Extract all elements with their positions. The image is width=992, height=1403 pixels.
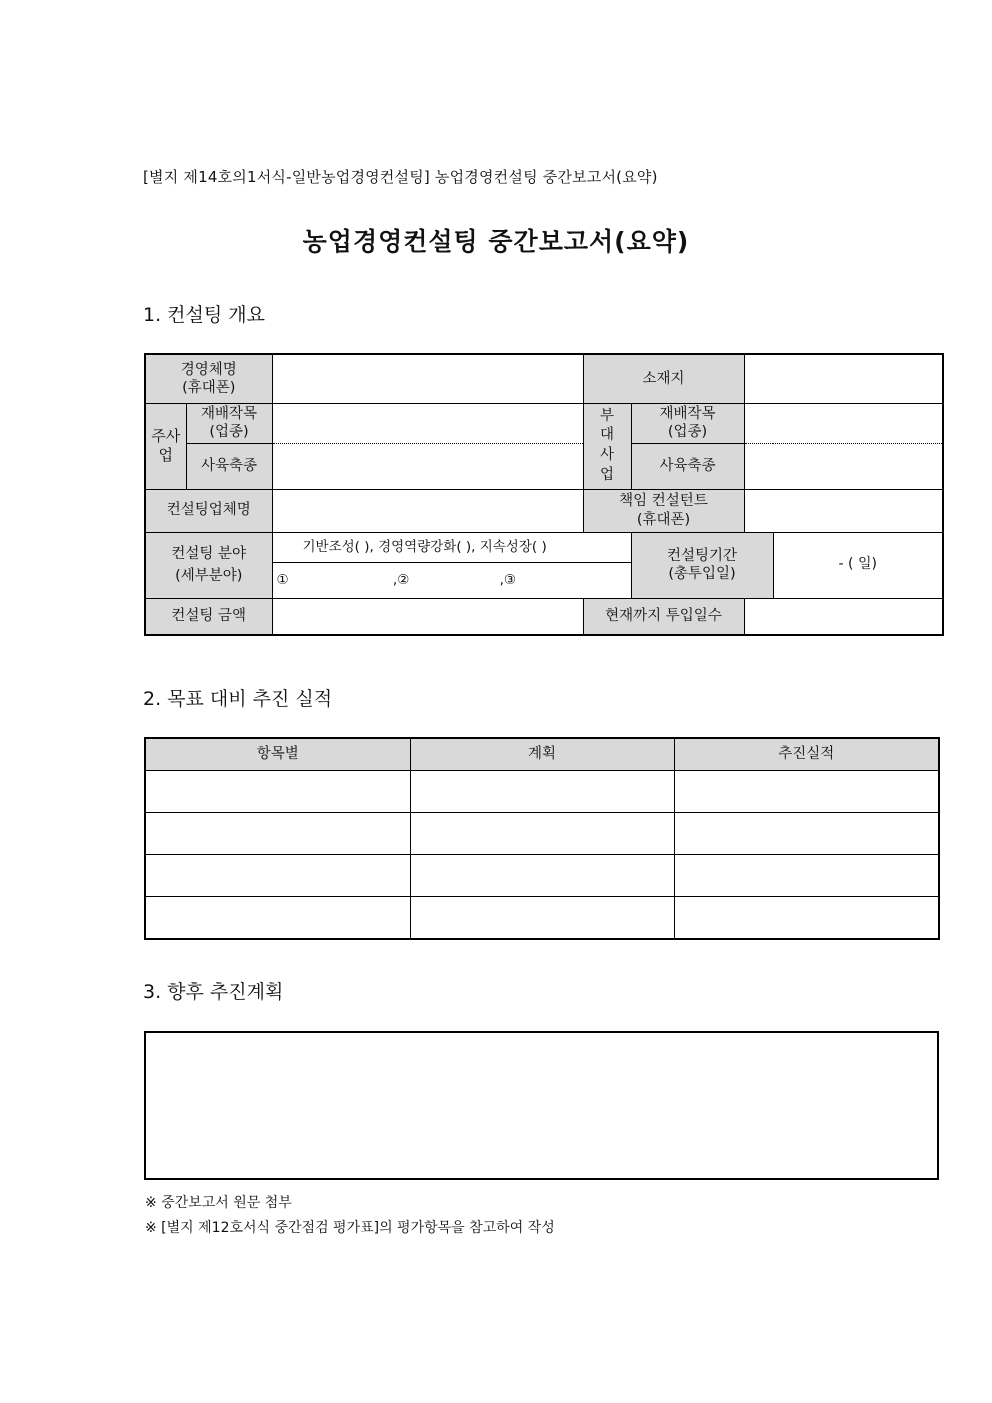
consulting-company-label: 컨설팅업체명 [145,489,272,532]
note-evaluation-reference: ※ [별지 제12호서식 중간점검 평가표]의 평가항목을 참고하여 작성 [145,1220,555,1236]
table-cell[interactable] [145,813,410,855]
business-name-label: 경영체명 (휴대폰) [145,354,272,403]
section3-heading: 3. 향후 추진계획 [143,981,284,1003]
document-title: 농업경영컨설팅 중간보고서(요약) [302,227,690,256]
main-livestock-label: 사육축종 [186,443,272,489]
main-business-label: 주사업 [145,403,186,489]
sub-field-number-2: ② [397,571,410,588]
consulting-amount-field[interactable] [272,598,583,635]
table-cell[interactable] [674,855,939,897]
column-header-result: 추진실적 [674,738,939,771]
side-livestock-field[interactable] [744,443,943,489]
sub-field-number-1: ① [276,571,289,588]
main-crop-item-label: 재배작목 (업종) [186,403,272,443]
business-name-field[interactable] [272,354,583,403]
consulting-period-label: 컨설팅기간 (총투입일) [631,532,773,598]
future-plan-box[interactable] [144,1031,939,1180]
sub-field-entries[interactable]: ① ,② ,③ [272,562,631,598]
table-cell[interactable] [145,855,410,897]
table-cell[interactable] [410,771,674,813]
consulting-period-field[interactable]: - ( 일) [773,532,943,598]
table-cell[interactable] [145,897,410,940]
performance-table [144,737,940,940]
table-cell[interactable] [145,771,410,813]
table-cell[interactable] [410,897,674,940]
lead-consultant-field[interactable] [744,489,943,532]
consulting-amount-label: 컨설팅 금액 [145,598,272,635]
column-header-item: 항목별 [145,738,410,771]
form-reference-label: [별지 제14호의1서식-일반농업경영컨설팅] 농업경영컨설팅 중간보고서(요약) [143,168,658,186]
location-field[interactable] [744,354,943,403]
days-to-date-field[interactable] [744,598,943,635]
main-crop-item-field[interactable] [272,403,583,443]
side-business-label: 부 대 사 업 [583,403,631,489]
table-cell[interactable] [410,813,674,855]
note-attachment: ※ 중간보고서 원문 첨부 [145,1195,292,1211]
table-row [145,855,939,897]
consulting-field-label: 컨설팅 분야 (세부분야) [145,532,272,598]
location-label: 소재지 [583,354,744,403]
consulting-company-field[interactable] [272,489,583,532]
sub-field-number-3: ③ [503,571,517,588]
table-cell[interactable] [410,855,674,897]
main-livestock-field[interactable] [272,443,583,489]
table-cell[interactable] [674,897,939,940]
lead-consultant-label: 책임 컨설턴트 (휴대폰) [583,489,744,532]
side-livestock-label: 사육축종 [631,443,744,489]
days-to-date-label: 현재까지 투입일수 [583,598,744,635]
consulting-field-options[interactable]: 기반조성( ), 경영역량강화( ), 지속성장( ) [272,532,631,562]
column-header-plan: 계획 [410,738,674,771]
table-row [145,771,939,813]
table-cell[interactable] [674,813,939,855]
section2-heading: 2. 목표 대비 추진 실적 [143,688,333,710]
table-row [145,897,939,940]
side-crop-item-field[interactable] [744,403,943,443]
table-cell[interactable] [674,771,939,813]
section1-heading: 1. 컨설팅 개요 [143,304,265,326]
side-crop-item-label: 재배작목 (업종) [631,403,744,443]
consulting-overview-table [144,353,944,636]
table-row [145,813,939,855]
